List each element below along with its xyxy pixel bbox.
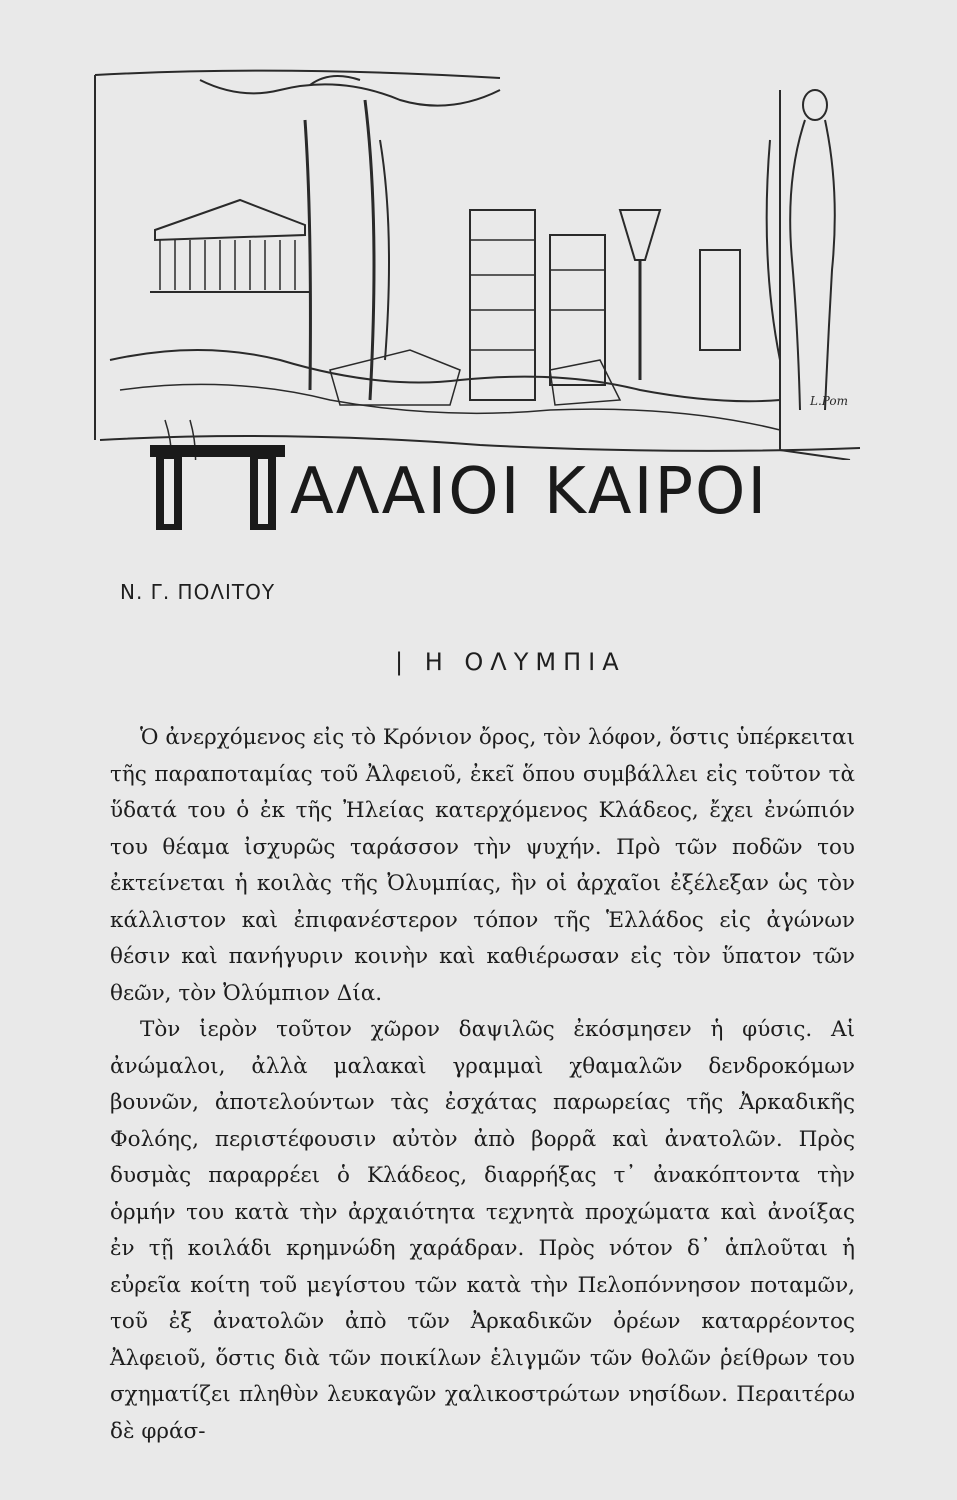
author-name: Ν. Γ. ΠΟΛΙΤΟΥ bbox=[120, 580, 276, 604]
temple-drawing bbox=[150, 200, 310, 292]
statue-drawing bbox=[767, 90, 835, 410]
article-subtitle: | Η ΟΛΥΜΠΙΑ bbox=[395, 648, 626, 676]
paragraph: Ὁ ἀνερχόμενος εἰς τὸ Κρόνιον ὄρος, τὸν λόφον, ὅστις ὑπέρκειται τῆς παραποταμίας τοῦ Ἀλφειοῦ, ἐκεῖ ὅπου συμβάλλει εἰς τοῦτον τὰ ὕδατά του ὁ ἐκ τῆς Ἠλείας κατερχόμενος Κλάδεος, ἔχει ἐνώπιόν του θέαμα ἰσχυρῶς ταράσσον τὴν ψυχήν. Πρὸ τῶν ποδῶν του ἐκτείνεται ἡ κοιλὰς τῆς Ὀλυμπίας, ἣν οἱ ἀρχαῖοι ἐξέλεξαν ὡς τὸν κάλλιστον καὶ ἐπιφανέστερον τόπον τῆς Ἑλλάδος εἰς ἀγώνων θέσιν καὶ πανήγυριν κοινὴν καὶ καθιέρωσαν εἰς τὸν ὕπατον τῶν θεῶν, τὸν Ὀλύμπιον Δία. bbox=[110, 725, 855, 1006]
subtitle-text: Η ΟΛΥΜΠΙΑ bbox=[424, 648, 626, 676]
illustration-signature: L.Pom bbox=[810, 394, 848, 408]
series-title bbox=[150, 455, 870, 530]
ruins-illustration bbox=[80, 60, 870, 460]
title-initial-pi bbox=[150, 445, 285, 530]
article-body bbox=[110, 720, 855, 1450]
paragraph: Τὸν ἱερὸν τοῦτον χῶρον δαψιλῶς ἐκόσμησεν ἡ φύσις. Αἱ ἀνώμαλοι, ἀλλὰ μαλακαὶ γραμμαὶ χθαμαλῶν δενδροκόμων βουνῶν, ἀποτελούντων τὰς ἐσχάτας παρωρείας τῆς Ἀρκαδικῆς Φολόης, περιστέφουσιν αὐτὸν ἀπὸ βορρᾶ καὶ ἀνατολῶν. Πρὸς δυσμὰς παραρρέει ὁ Κλάδεος, διαρρήξας τ᾽ ἀνακόπτοντα τὴν ὁρμήν του κατὰ τὴν ἀρχαιότητα τεχνητὰ προχώματα καὶ ἀνοίξας ἐν τῇ κοιλάδι κρημνώδη χαράδραν. Πρὸς νότον δ᾽ ἁπλοῦται ἡ εὐρεῖα κοίτη τοῦ μεγίστου τῶν κατὰ τὴν Πελοπόννησον ποταμῶν, τοῦ ἐξ ἀνατολῶν ἀπὸ τῶν Ἀρκαδικῶν ὀρέων καταρρέοντος Ἀλφειοῦ, ὅστις διὰ τῶν ποικίλων ἑλιγμῶν τῶν θολῶν ῥείθρων του σχηματίζει πληθὺν λευκαγῶν χαλικοστρώτων νησίδων. Περαιτέρω δὲ φράσ- bbox=[110, 1017, 855, 1444]
series-title-rest: ΑΛΑΙΟΙ ΚΑΙΡΟΙ bbox=[290, 455, 769, 529]
